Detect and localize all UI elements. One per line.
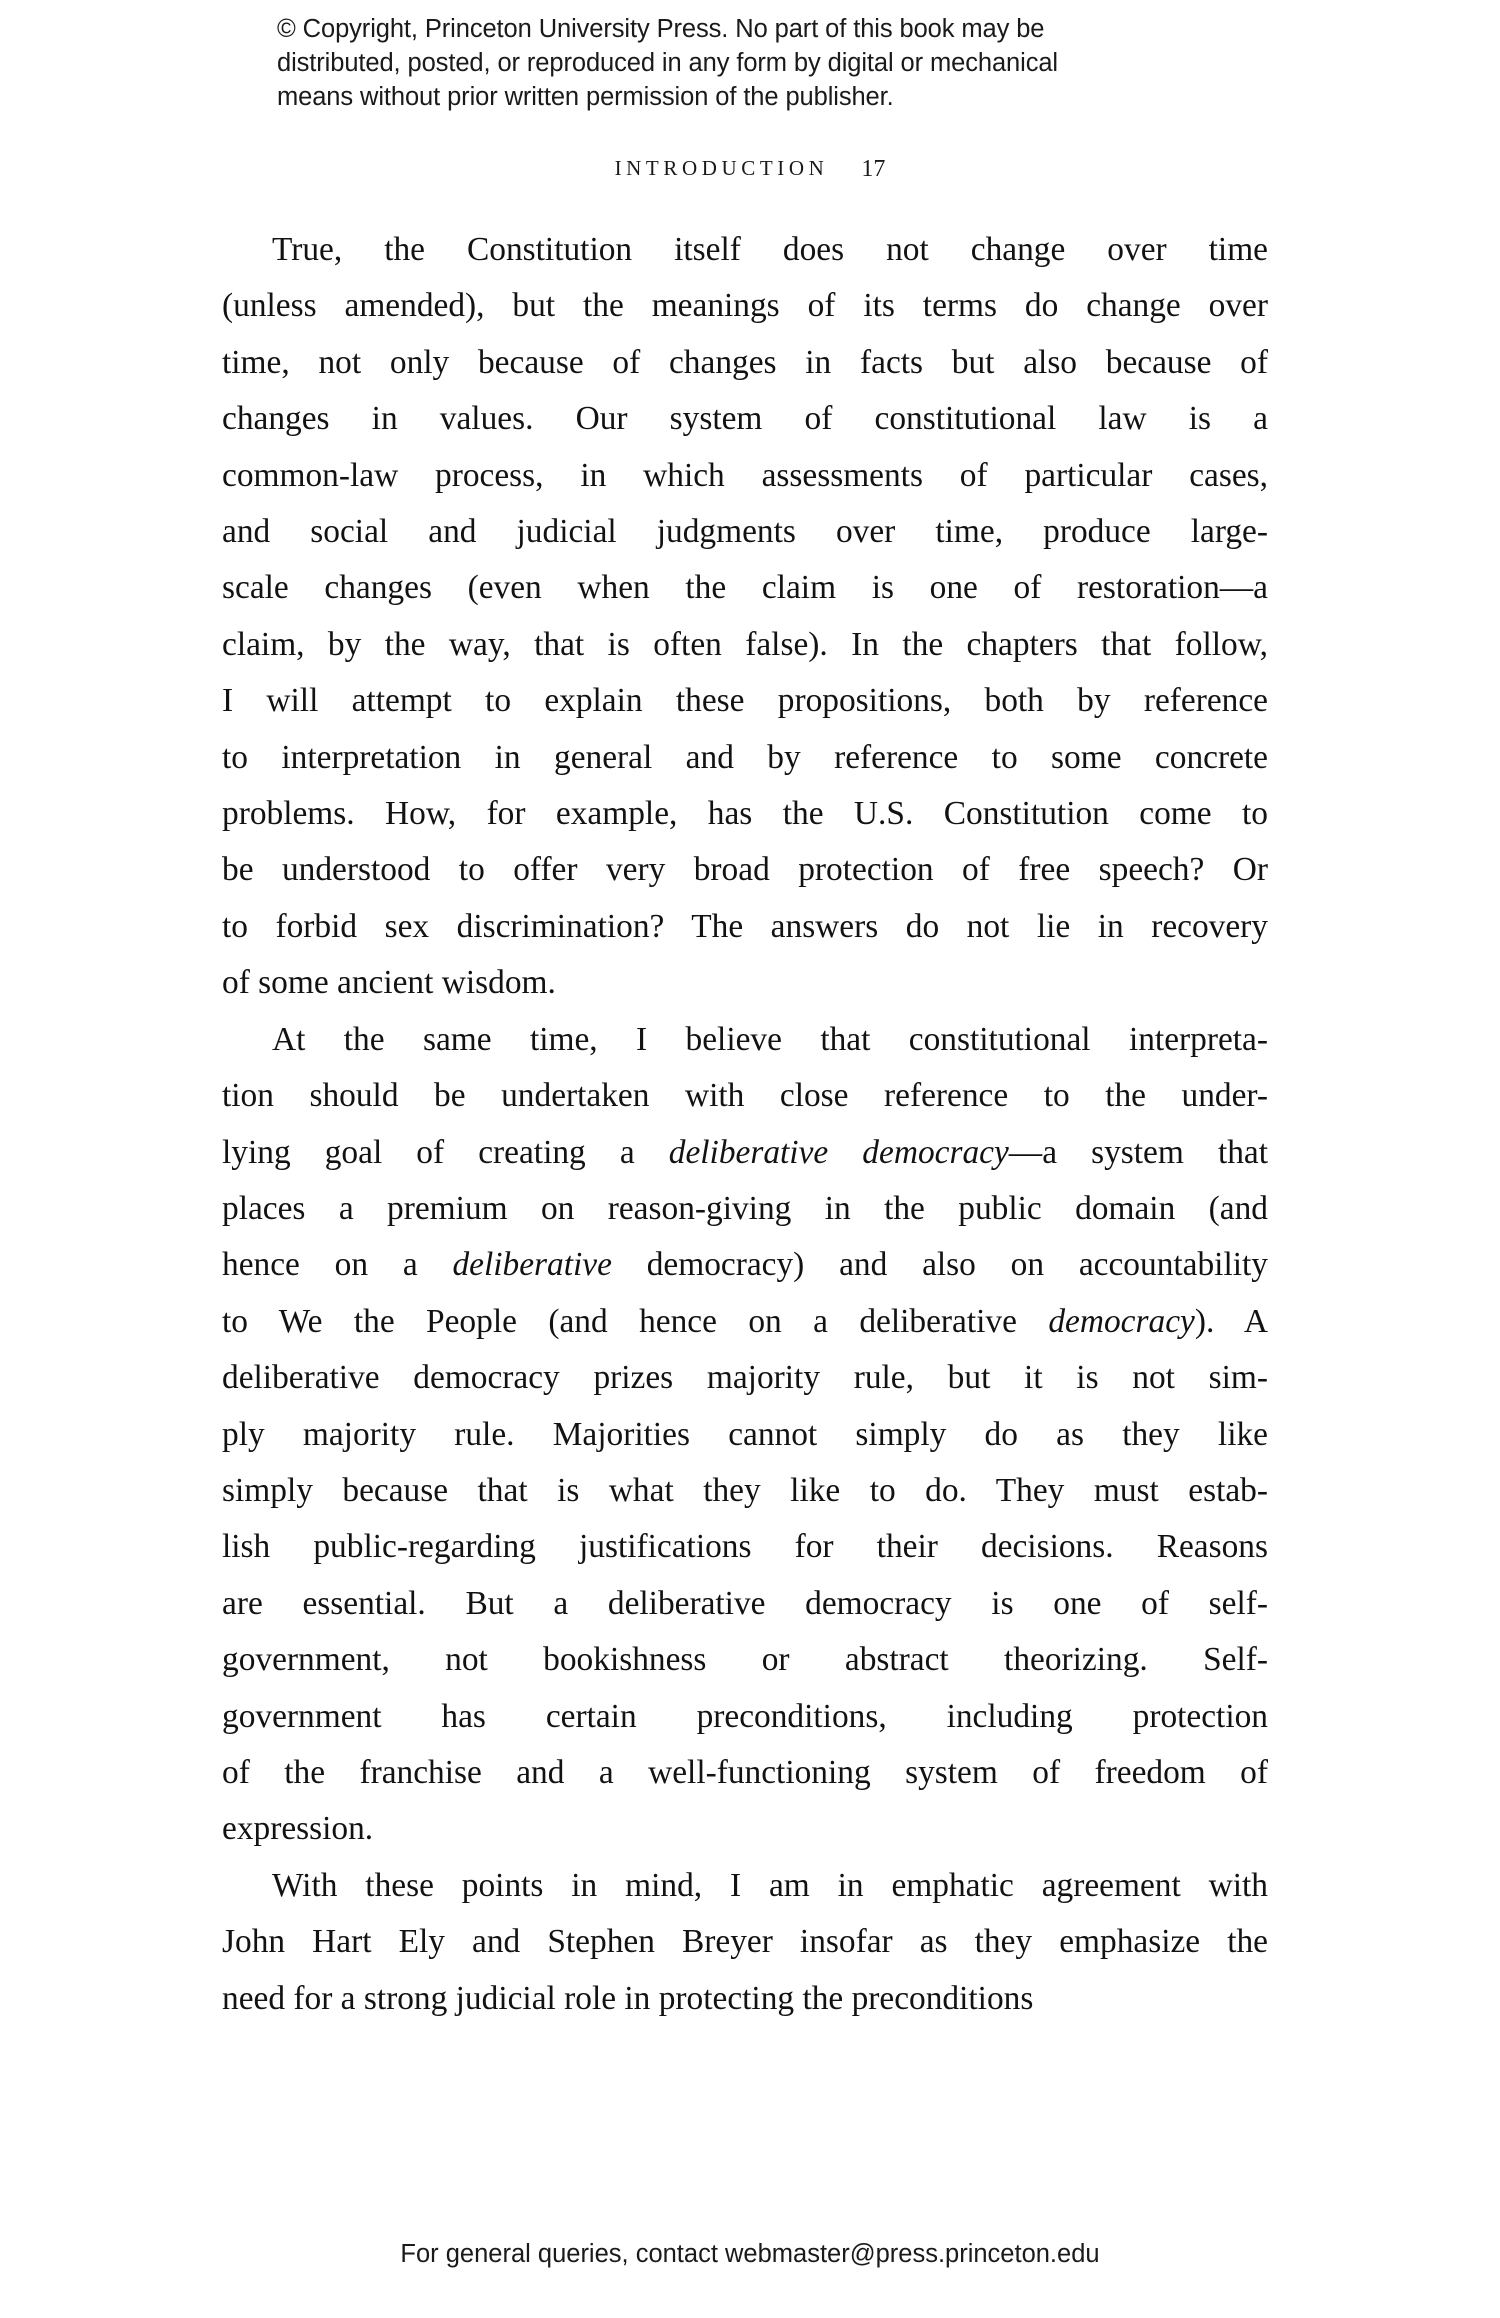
text-line: claim, by the way, that is often false). In the chapters that follow, [222, 625, 1268, 663]
text-line: lish public-regarding justifications for their decisions. Reasons [222, 1528, 1268, 1566]
text-line: government, not bookishness or abstract theorizing. Self- [222, 1641, 1268, 1679]
text-line: to forbid sex discrimination? The answers do not lie in recovery [222, 907, 1268, 945]
text-line: John Hart Ely and Stephen Breyer insofar as they emphasize the [222, 1923, 1268, 1961]
copyright-notice [277, 12, 1217, 114]
copyright-line-1: © Copyright, Princeton University Press. No part of this book may be [277, 15, 1045, 43]
text-line: changes in values. Our system of constitutional law is a [222, 400, 1268, 438]
text-line: are essential. But a deliberative democracy is one of self- [222, 1584, 1268, 1622]
text-line: At the same time, I believe that constitutional interpreta- [272, 1020, 1268, 1058]
text-line: be understood to offer very broad protection of free speech? Or [222, 851, 1268, 889]
text-line: True, the Constitution itself does not change over time [272, 231, 1268, 268]
text-line: to interpretation in general and by reference to some concrete [222, 738, 1268, 776]
paragraph [222, 1858, 1268, 2027]
text-line: lying goal of creating a deliberative democracy—a system that [222, 1133, 1269, 1171]
text-line: expression. [222, 1810, 374, 1848]
paragraph [222, 222, 1268, 1012]
body-text [222, 222, 1268, 2027]
paragraph [222, 1012, 1268, 1858]
text-line: hence on a deliberative democracy) and also on accountability [222, 1246, 1268, 1284]
text-line: common-law process, in which assessments of particular cases, [222, 456, 1268, 494]
running-head-title: INTRODUCTION [614, 156, 829, 180]
running-head [0, 155, 1500, 182]
text-line: and social and judicial judgments over time, produce large- [222, 513, 1268, 551]
text-line: (unless amended), but the meanings of its terms do change over [222, 287, 1268, 325]
text-line: places a premium on reason-giving in the public domain (and [222, 1189, 1268, 1227]
text-line: With these points in mind, I am in emphatic agreement with [272, 1866, 1268, 1904]
text-line: tion should be undertaken with close reference to the under- [222, 1077, 1268, 1115]
text-line: need for a strong judicial role in protecting the preconditions [222, 1979, 1034, 2017]
text-line: deliberative democracy prizes majority rule, but it is not sim- [222, 1359, 1268, 1397]
text-line: ply majority rule. Majorities cannot simply do as they like [222, 1415, 1268, 1453]
text-line: scale changes (even when the claim is one of restoration—a [222, 569, 1268, 607]
text-line: I will attempt to explain these propositions, both by reference [222, 682, 1268, 720]
copyright-line-3: means without prior written permission of the publisher. [277, 83, 894, 111]
text-line: of the franchise and a well-functioning system of freedom of [222, 1753, 1268, 1791]
text-line: of some ancient wisdom. [222, 964, 556, 1002]
footer-query-line: For general queries, contact webmaster@press.princeton.edu [400, 2240, 1100, 2268]
page-number: 17 [861, 156, 886, 182]
text-line: government has certain preconditions, including protection [222, 1697, 1268, 1735]
text-line: problems. How, for example, has the U.S. Constitution come to [222, 795, 1268, 833]
copyright-line-2: distributed, posted, or reproduced in any form by digital or mechanical [277, 49, 1058, 77]
text-line: to We the People (and hence on a deliberative democracy). A [222, 1302, 1268, 1340]
text-line: simply because that is what they like to do. They must estab- [222, 1471, 1268, 1509]
text-line: time, not only because of changes in facts but also because of [222, 343, 1268, 381]
